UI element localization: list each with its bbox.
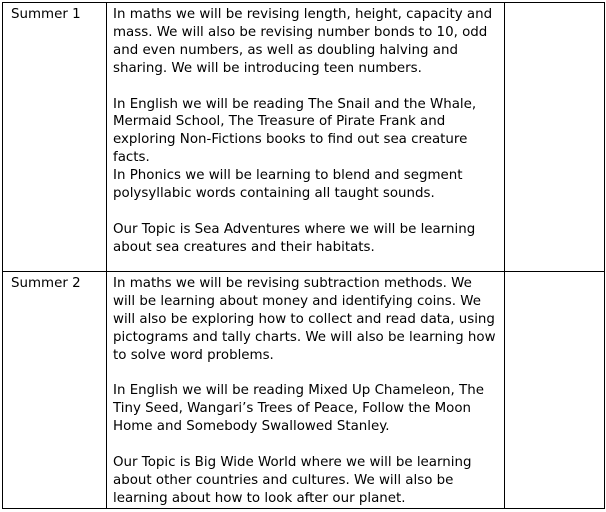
table-row bbox=[3, 3, 605, 272]
maths-paragraph: In maths we will be revising subtraction methods. We will be learning about money and identifying coins. We will also be exploring how to collect and read data, using pictograms and tally charts. We will also be learning how to solve word problems. bbox=[113, 276, 496, 363]
curriculum-table bbox=[2, 2, 605, 509]
notes-cell bbox=[505, 272, 605, 509]
english-paragraph: In English we will be reading The Snail and the Whale, Mermaid School, The Treasure of Pirate Frank and exploring Non-Fictions books to find out sea creature facts. bbox=[113, 96, 477, 166]
topic-paragraph: Our Topic is Sea Adventures where we will be learning about sea creatures and their habitats. bbox=[113, 221, 476, 255]
term-label: Summer 2 bbox=[11, 276, 81, 291]
topic-paragraph: Our Topic is Big Wide World where we will be learning about other countries and cultures. We will also be learning about how to look after our planet. bbox=[113, 455, 472, 506]
term-cell bbox=[3, 3, 107, 272]
description-cell bbox=[107, 3, 505, 272]
table-row bbox=[3, 272, 605, 509]
term-cell bbox=[3, 272, 107, 509]
notes-cell bbox=[505, 3, 605, 272]
description-cell bbox=[107, 272, 505, 509]
term-label: Summer 1 bbox=[11, 7, 81, 22]
english-paragraph: In English we will be reading Mixed Up Chameleon, The Tiny Seed, Wangari’s Trees of Peace, Follow the Moon Home and Somebody Swallowed Stanley. bbox=[113, 383, 484, 435]
maths-paragraph: In maths we will be revising length, height, capacity and mass. We will also be revising number bonds to 10, odd and even numbers, as well as doubling halving and sharing. We will be introducing teen numbers. bbox=[113, 7, 493, 76]
phonics-paragraph: In Phonics we will be learning to blend and segment polysyllabic words containing all taught sounds. bbox=[113, 168, 463, 202]
